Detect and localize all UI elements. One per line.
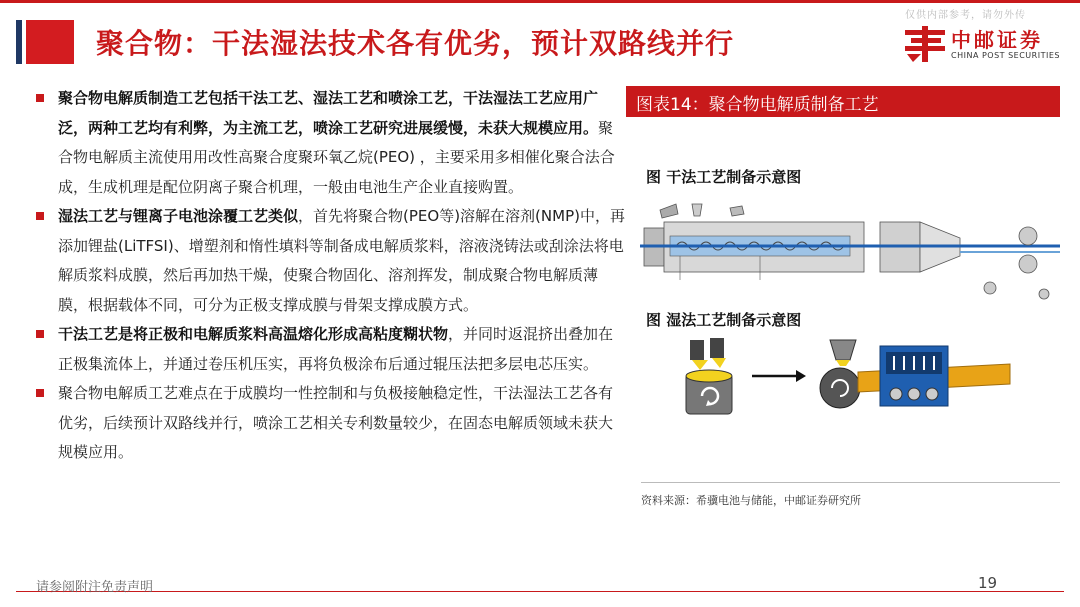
footer-disclaimer: 请参阅附注免责声明 — [36, 580, 154, 595]
logo-english-name: CHINA POST SECURITIES — [951, 51, 1060, 60]
bullet-item — [36, 202, 626, 320]
source-divider — [641, 482, 1060, 483]
bullet-square-icon — [36, 330, 44, 338]
bullet-item — [36, 379, 626, 468]
bullet-square-icon — [36, 212, 44, 220]
bullet-text: ，首先将聚合物(PEO等)溶解在溶剂(NMP)中，再添加锂盐(LiTFSI)、增塑剂和惰性填料等制备成电解质浆料，溶液浇铸法或刮涂法将电解质浆料成膜，然后再加热干燥，使聚合物固化、溶剂挥发，制成聚合物电解质薄膜，根据载体不同，可分为正极支撑成膜与骨架支撑成膜方式。 — [58, 207, 625, 314]
wet-process-diagram — [680, 330, 1020, 430]
bullet-bold-text: 湿法工艺与锂离子电池涂覆工艺类似 — [58, 207, 299, 225]
bullet-square-icon — [36, 94, 44, 102]
top-border — [0, 0, 1080, 3]
figure-divider — [626, 116, 1060, 117]
bullet-item — [36, 320, 626, 379]
bullet-bold-text: 聚合物电解质制造工艺包括干法工艺、湿法工艺和喷涂工艺，干法湿法工艺应用广泛，两种工艺均有利弊，为主流工艺，喷涂工艺研究进展缓慢，未获大规模应用。 — [58, 89, 599, 137]
bullet-text: 聚合物电解质主流使用用改性高聚合度聚环氧乙烷(PEO) ，主要采用多相催化聚合法合成，生成机理是配位阴离子聚合机理，一般由电池生产企业直接购置。 — [58, 118, 615, 196]
page-number: 19 — [978, 574, 998, 592]
bullet-text: ，并同时返混挤出叠加在正极集流体上，并通过卷压机压实，再将负极涂布后通过辊压法把多层电芯压实。 — [58, 325, 614, 373]
china-post-logo-icon — [903, 24, 947, 64]
company-logo — [903, 24, 1063, 64]
dry-process-diagram — [640, 190, 1060, 310]
figure-source: 资料来源：希骥电池与储能，中邮证券研究所 — [641, 494, 861, 507]
wet-process-title: 图 湿法工艺制备示意图 — [646, 311, 802, 329]
dry-process-title: 图 干法工艺制备示意图 — [646, 168, 802, 186]
title-red-block — [26, 20, 74, 64]
watermark: 仅供内部参考，请勿外传 — [905, 10, 1026, 21]
bullet-item — [36, 84, 626, 202]
bullet-bold-text: 干法工艺是将正极和电解质浆料高温熔化形成高粘度糊状物 — [58, 325, 449, 343]
figure-title: 图表14：聚合物电解质制备工艺 — [636, 95, 879, 115]
title-accent-bar — [16, 20, 22, 64]
footer-divider — [16, 591, 1064, 592]
logo-chinese-name: 中邮证券 — [951, 28, 1043, 52]
page-title: 聚合物：干法湿法技术各有优劣，预计双路线并行 — [96, 27, 735, 60]
bullet-list — [36, 84, 626, 468]
figure-header — [626, 86, 1060, 116]
bullet-square-icon — [36, 389, 44, 397]
bullet-text: 聚合物电解质工艺难点在于成膜均一性控制和与负极接触稳定性，干法湿法工艺各有优劣，后续预计双路线并行，喷涂工艺相关专利数量较少，在固态电解质领域未获大规模应用。 — [58, 384, 614, 461]
